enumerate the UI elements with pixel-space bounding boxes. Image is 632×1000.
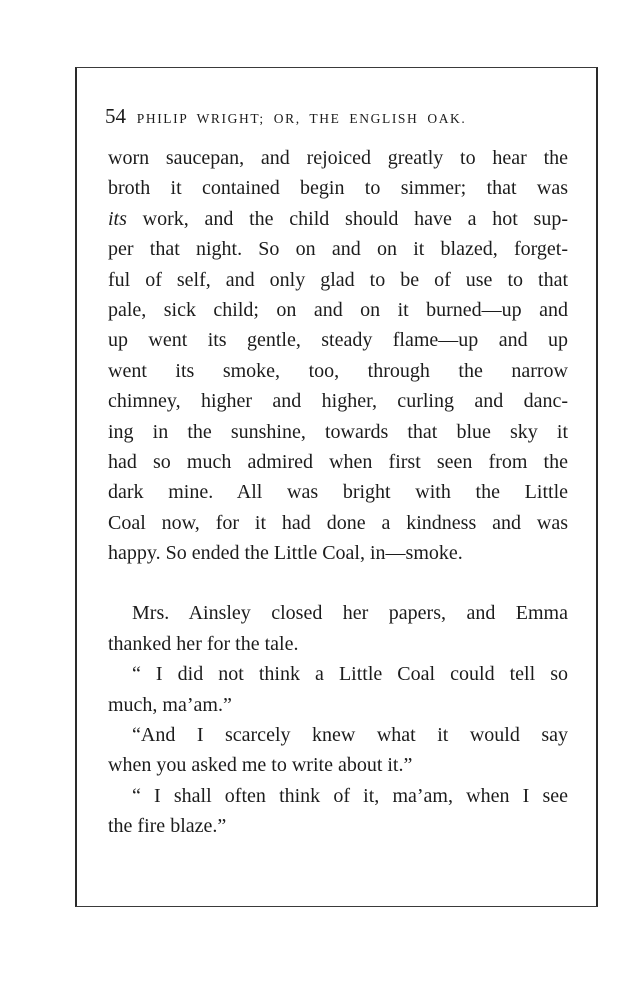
body-text: [108, 143, 568, 842]
paragraph: [108, 143, 568, 568]
text-segment: had so much admired when first seen from the: [108, 450, 568, 473]
paragraph: [108, 659, 568, 720]
text-segment: thanked her for the tale.: [108, 632, 299, 655]
text-line: [108, 508, 568, 538]
text-segment: chimney, higher and higher, curling and danc-: [108, 390, 568, 413]
text-segment: work, and the child should have a hot sup-: [126, 207, 568, 230]
text-line: [108, 750, 568, 780]
paragraph-gap: [108, 568, 568, 598]
text-line: [108, 811, 568, 841]
text-line: [108, 356, 568, 386]
text-segment: worn saucepan, and rejoiced greatly to hear the: [108, 147, 568, 169]
paragraph: [108, 781, 568, 842]
text-segment: ful of self, and only glad to be of use to that: [108, 268, 568, 291]
text-line: [108, 781, 568, 811]
page-number: 54: [105, 104, 126, 128]
text-segment: Mrs. Ainsley closed her papers, and Emma: [132, 602, 568, 625]
text-line: [108, 690, 568, 720]
text-segment: when you asked me to write about it.”: [108, 754, 413, 777]
text-line: [108, 386, 568, 416]
text-line: [108, 234, 568, 264]
text-segment: “And I scarcely knew what it would say: [132, 724, 568, 747]
text-line: [108, 204, 568, 234]
text-segment: ing in the sunshine, towards that blue sky it: [108, 420, 568, 443]
text-line: [108, 447, 568, 477]
text-line: [108, 720, 568, 750]
text-segment: pale, sick child; on and on it burned—up and: [108, 298, 568, 321]
italic-text: its: [108, 207, 127, 230]
text-segment: “ I did not think a Little Coal could tell so: [132, 663, 568, 686]
text-segment: “ I shall often think of it, ma’am, when I see: [132, 784, 568, 807]
text-segment: went its smoke, too, through the narrow: [108, 359, 568, 382]
text-line: [108, 325, 568, 355]
text-line: [108, 477, 568, 507]
text-segment: broth it contained begin to simmer; that was: [108, 177, 568, 200]
text-line: [108, 629, 568, 659]
paragraph: [108, 598, 568, 659]
paragraph: [108, 720, 568, 781]
text-line: [108, 538, 568, 568]
text-segment: dark mine. All was bright with the Little: [108, 481, 568, 504]
text-segment: up went its gentle, steady flame—up and up: [108, 329, 568, 352]
text-segment: per that night. So on and on it blazed, forget-: [108, 238, 568, 261]
text-line: [108, 173, 568, 203]
text-line: [108, 143, 568, 173]
text-line: [108, 659, 568, 689]
text-line: [108, 417, 568, 447]
text-segment: the fire blaze.”: [108, 815, 227, 838]
text-line: [108, 295, 568, 325]
running-title: PHILIP WRIGHT; OR, THE ENGLISH OAK.: [136, 111, 467, 126]
text-segment: happy. So ended the Little Coal, in—smoke.: [108, 542, 463, 565]
running-header: [105, 104, 545, 131]
text-segment: Coal now, for it had done a kindness and was: [108, 511, 568, 534]
text-line: [108, 598, 568, 628]
text-line: [108, 265, 568, 295]
text-segment: much, ma’am.”: [108, 693, 232, 716]
